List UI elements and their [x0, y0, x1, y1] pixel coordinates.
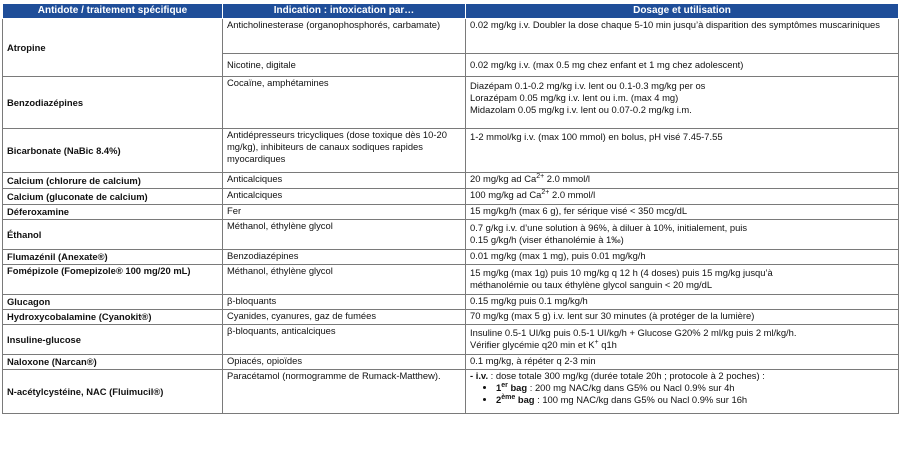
- indication-cell: Nicotine, digitale: [223, 54, 466, 77]
- table-row: [3, 220, 899, 250]
- bag-text: : 100 mg NAC/kg dans G5% ou Nacl 0.9% sur 16h: [534, 394, 748, 405]
- header-dosage: Dosage et utilisation: [466, 4, 899, 19]
- bag-ordinal: ème: [501, 394, 516, 401]
- indication-cell: Antidépresseurs tricycliques (dose toxique dès 10-20 mg/kg), inhibiteurs de canaux sodiques rapides myocardiques: [223, 129, 466, 173]
- dose-line: Insuline 0.5-1 UI/kg puis 0.5-1 UI/kg/h + Glucose G20% 2 ml/kg puis 2 ml/kg/h.: [470, 327, 797, 338]
- table-row: [3, 370, 899, 414]
- table-row: [3, 77, 899, 129]
- table-row: [3, 19, 899, 54]
- indication-cell: Benzodiazépines: [223, 250, 466, 265]
- indication-cell: Cyanides, cyanures, gaz de fumées: [223, 310, 466, 325]
- indication-cell: Paracétamol (normogramme de Rumack-Matthew).: [223, 370, 466, 414]
- dose-cell: [466, 173, 899, 189]
- indication-cell: Fer: [223, 205, 466, 220]
- dose-cell: 0.15 mg/kg puis 0.1 mg/kg/h: [466, 295, 899, 310]
- antidote-cell: Glucagon: [3, 295, 223, 310]
- table-row: [3, 250, 899, 265]
- dose-text-after: 2.0 mmol/l: [544, 173, 591, 184]
- table-row: [3, 310, 899, 325]
- dose-cell: [466, 265, 899, 295]
- dose-cell: 15 mg/kg/h (max 6 g), fer sérique visé < 350 mcg/dL: [466, 205, 899, 220]
- dose-cell: [466, 220, 899, 250]
- antidote-cell: Calcium (chlorure de calcium): [3, 173, 223, 189]
- dose-superscript: +: [594, 339, 599, 346]
- antidote-cell: Insuline-glucose: [3, 325, 223, 355]
- dose-text: Vérifier glycémie q20 min et K: [470, 339, 595, 350]
- table-row: [3, 173, 899, 189]
- antidote-cell: Calcium (gluconate de calcium): [3, 189, 223, 205]
- table-row: [3, 189, 899, 205]
- antidote-cell: Benzodiazépines: [3, 77, 223, 129]
- dose-cell: 0.01 mg/kg (max 1 mg), puis 0.01 mg/kg/h: [466, 250, 899, 265]
- dose-line: 0.15 g/kg/h (viser éthanolémie à 1‰): [470, 234, 624, 245]
- dose-line: [470, 370, 894, 382]
- bag-text: : 200 mg NAC/kg dans G5% ou Nacl 0.9% sur 4h: [527, 382, 735, 393]
- indication-cell: Anticholinesterase (organophosphorés, carbamate): [223, 19, 466, 54]
- indication-cell: Cocaïne, amphétamines: [223, 77, 466, 129]
- dose-line: [470, 339, 894, 351]
- indication-cell: Anticalciques: [223, 189, 466, 205]
- dose-superscript: 2+: [541, 189, 550, 196]
- dose-cell: 1-2 mmol/kg i.v. (max 100 mmol) en bolus, pH visé 7.45-7.55: [466, 129, 899, 173]
- bag-ordinal: er: [501, 382, 508, 389]
- dose-cell: [466, 77, 899, 129]
- dose-cell: [466, 189, 899, 205]
- bag-number: 2: [496, 394, 502, 405]
- table-row: [3, 205, 899, 220]
- antidote-cell: Déferoxamine: [3, 205, 223, 220]
- dose-text: : dose totale 300 mg/kg (durée totale 20h ; protocole à 2 poches) :: [488, 370, 765, 381]
- indication-cell: β-bloquants, anticalciques: [223, 325, 466, 355]
- dose-cell: [466, 325, 899, 355]
- antidote-cell: Bicarbonate (NaBic 8.4%): [3, 129, 223, 173]
- dose-cell: [466, 370, 899, 414]
- dose-line: méthanolémie ou taux éthylène glycol sanguin < 20 mg/dL: [470, 279, 713, 290]
- dose-text: 100 mg/kg ad Ca: [470, 189, 542, 200]
- indication-cell: Opiacés, opioïdes: [223, 355, 466, 370]
- indication-cell: β-bloquants: [223, 295, 466, 310]
- antidote-cell: Atropine: [3, 19, 223, 77]
- table-row: [3, 295, 899, 310]
- list-item: [496, 382, 894, 394]
- bag-label: bag: [507, 382, 528, 393]
- dose-line: Midazolam 0.05 mg/kg i.v. lent ou 0.07-0.2 mg/kg i.m.: [470, 104, 692, 115]
- table-row: [3, 129, 899, 173]
- antidote-cell: N-acétylcystéine, NAC (Fluimucil®): [3, 370, 223, 414]
- dose-line: Lorazépam 0.05 mg/kg i.v. lent ou i.m. (max 4 mg): [470, 92, 679, 103]
- dose-text: 20 mg/kg ad Ca: [470, 173, 537, 184]
- table-row: [3, 265, 899, 295]
- antidote-cell: Flumazénil (Anexate®): [3, 250, 223, 265]
- dose-line: Diazépam 0.1-0.2 mg/kg i.v. lent ou 0.1-0.3 mg/kg per os: [470, 80, 706, 91]
- antidote-table: [2, 3, 899, 414]
- bag-label: bag: [515, 394, 535, 405]
- dose-line: 15 mg/kg (max 1g) puis 10 mg/kg q 12 h (4 doses) puis 15 mg/kg jusqu’à: [470, 267, 773, 278]
- header-antidote: Antidote / traitement spécifique: [3, 4, 223, 19]
- route-label: - i.v.: [470, 370, 489, 381]
- indication-cell: Méthanol, éthylène glycol: [223, 265, 466, 295]
- indication-cell: Anticalciques: [223, 173, 466, 189]
- list-item: [496, 394, 894, 406]
- dose-text-after: 2.0 mmol/l: [549, 189, 596, 200]
- bag-list: [470, 382, 894, 406]
- antidote-cell: Éthanol: [3, 220, 223, 250]
- dose-superscript: 2+: [536, 173, 545, 180]
- dose-cell: 0.02 mg/kg i.v. (max 0.5 mg chez enfant et 1 mg chez adolescent): [466, 54, 899, 77]
- header-indication: Indication : intoxication par…: [223, 4, 466, 19]
- dose-cell: 70 mg/kg (max 5 g) i.v. lent sur 30 minutes (à protéger de la lumière): [466, 310, 899, 325]
- antidote-cell: Hydroxycobalamine (Cyanokit®): [3, 310, 223, 325]
- bag-number: 1: [496, 382, 502, 393]
- indication-cell: Méthanol, éthylène glycol: [223, 220, 466, 250]
- dose-cell: 0.1 mg/kg, à répéter q 2-3 min: [466, 355, 899, 370]
- table-row: [3, 325, 899, 355]
- table-row: [3, 355, 899, 370]
- dose-line: 0.7 g/kg i.v. d’une solution à 96%, à diluer à 10%, initialement, puis: [470, 222, 748, 233]
- dose-text-after: q1h: [598, 339, 617, 350]
- table-header-row: [3, 4, 899, 19]
- dose-cell: 0.02 mg/kg i.v. Doubler la dose chaque 5-10 min jusqu’à disparition des symptômes muscariniques: [466, 19, 899, 54]
- antidote-cell: Naloxone (Narcan®): [3, 355, 223, 370]
- antidote-cell: Fomépizole (Fomepizole® 100 mg/20 mL): [3, 265, 223, 295]
